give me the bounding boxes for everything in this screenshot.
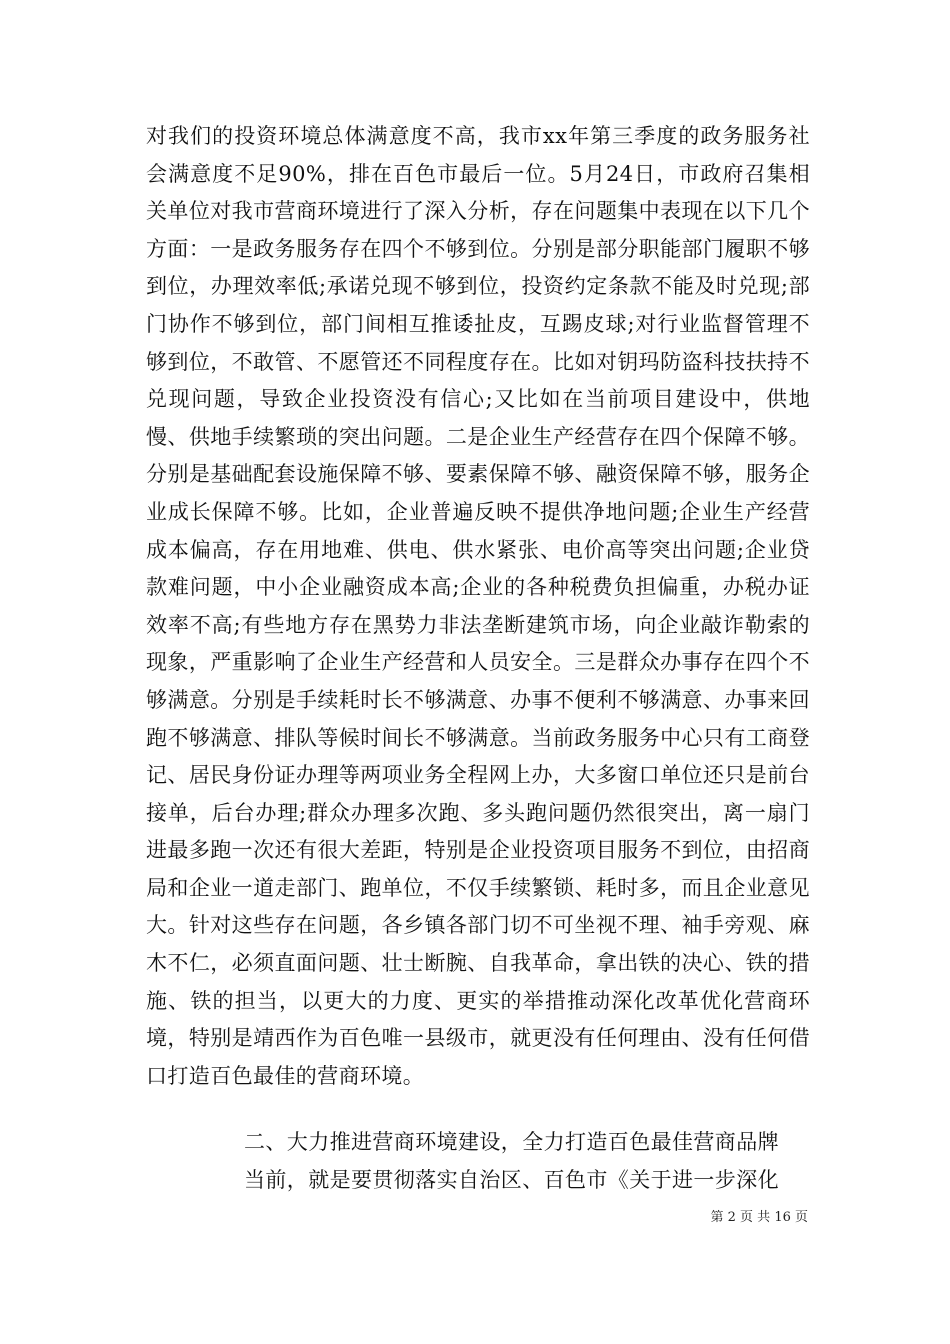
section-heading: 二、大力推进营商环境建设，全力打造百色最佳营商品牌	[244, 1130, 779, 1154]
page-footer: 第 2 页 共 16 页	[710, 1210, 808, 1225]
body-paragraph: 对我们的投资环境总体满意度不高，我市xx年第三季度的政务服务社会满意度不足90%，排在百色市最后一位。5月24日，市政府召集相关单位对我市营商环境进行了深入分析，存在问题集中表现在以下几个方面：一是政务服务存在四个不够到位。分别是部分职能部门履职不够到位，办理效率低;承诺兑现不够到位，投资约定条款不能及时兑现;部门协作不够到位，部门间相互推诿扯皮，互踢皮球;对行业监督管理不够到位，不敢管、不愿管还不同程度存在。比如对钥玛防盗科技扶持不兑现问题，导致企业投资没有信心;又比如在当前项目建设中，供地慢、供地手续繁琐的突出问题。二是企业生产经营存在四个保障不够。分别是基础配套设施保障不够、要素保障不够、融资保障不够，服务企业成长保障不够。比如，企业普遍反映不提供净地问题;企业生产经营成本偏高，存在用地难、供电、供水紧张、电价高等突出问题;企业贷款难问题，中小企业融资成本高;企业的各种税费负担偏重，办税办证效率不高;有些地方存在黑势力非法垄断建筑市场，向企业敲诈勒索的现象，严重影响了企业生产经营和人员安全。三是群众办事存在四个不够满意。分别是手续耗时长不够满意、办事不便利不够满意、办事来回跑不够满意、排队等候时间长不够满意。当前政务服务中心只有工商登记、居民身份证办理等两项业务全程网上办，大多窗口单位还只是前台接单，后台办理;群众办理多次跑、多头跑问题仍然很突出，离一扇门进最多跑一次还有很大差距，特别是企业投资项目服务不到位，由招商局和企业一道走部门、跑单位，不仅手续繁锁、耗时多，而且企业意见大。针对这些存在问题，各乡镇各部门切不可坐视不理、袖手旁观、麻木不仁，必须直面问题、壮士断腕、自我革命，拿出铁的决心、铁的措施、铁的担当，以更大的力度、更实的举措推动深化改革优化营商环境，特别是靖西作为百色唯一县级市，就更没有任何理由、没有任何借口打造百色最佳的营商环境。	[146, 124, 810, 1088]
next-paragraph: 当前，就是要贯彻落实自治区、百色市《关于进一步深化	[244, 1168, 779, 1192]
